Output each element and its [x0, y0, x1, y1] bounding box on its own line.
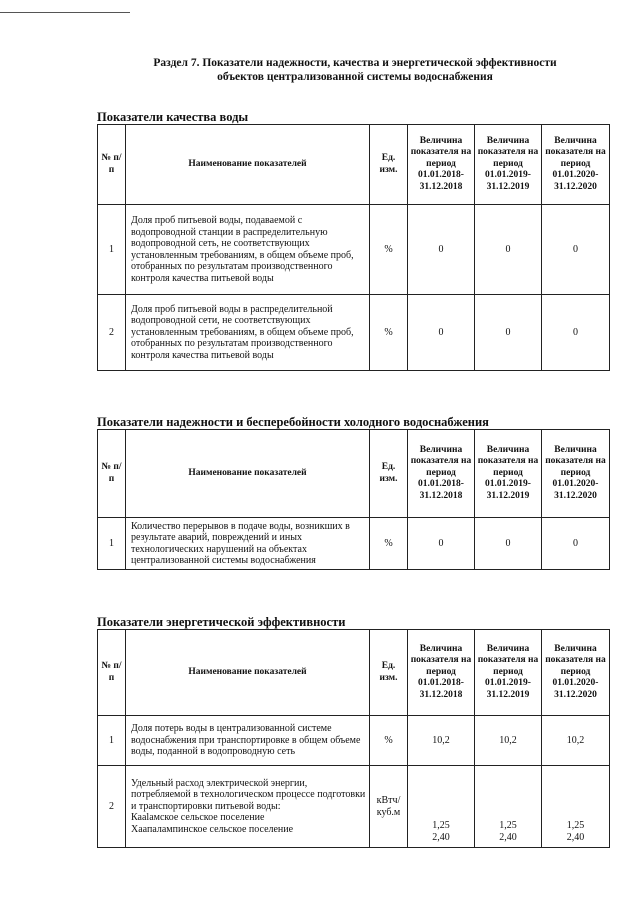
col-unit-header: Ед. изм.	[370, 125, 408, 205]
top-rule	[0, 12, 130, 13]
col-name-header: Наименование показателей	[126, 430, 370, 518]
col-period-2019-header: Величина показателя на период 01.01.2019-31.12.2019	[475, 125, 542, 205]
value-2019: 0	[475, 518, 542, 570]
energy-efficiency-title: Показатели энергетической эффективности	[97, 615, 346, 629]
value-2018: 0	[408, 205, 475, 295]
indicator-name-line: Удельный расход электрической энергии, потребляемой в технологическом процессе подготовки и транспортировки питьевой воды:	[131, 777, 366, 812]
value-2020: 10,2	[542, 716, 610, 766]
heading-line-2: объектов централизованной системы водоснабжения	[217, 71, 493, 83]
value-2019: 0	[475, 295, 542, 371]
indicator-name: Доля проб питьевой воды, подаваемой с водопроводной станции в распределительную водопроводной сеть, не соответствующих установленным требованиям, в общем объеме проб, отобранных по результатам производственного контроля качества питьевой воды	[126, 205, 370, 295]
table-row	[98, 716, 610, 766]
col-period-2018-header: Величина показателя на период 01.01.2018-31.12.2018	[408, 430, 475, 518]
col-period-2018-header: Величина показателя на период 01.01.2018-31.12.2018	[408, 125, 475, 205]
water-quality-title: Показатели качества воды	[97, 110, 249, 124]
value-2018: 0	[408, 518, 475, 570]
value-2018: 0	[408, 295, 475, 371]
value-line: 1,25	[499, 820, 517, 831]
unit: кВтч/ куб.м	[370, 766, 408, 848]
table-row	[98, 295, 610, 371]
indicator-name: Доля потерь воды в централизованной системе водоснабжения при транспортировке в общем объеме воды, поданной в водопроводную сеть	[126, 716, 370, 766]
unit: %	[370, 518, 408, 570]
col-period-2019-header: Величина показателя на период 01.01.2019-31.12.2019	[475, 430, 542, 518]
row-number: 1	[98, 518, 126, 570]
table-row	[98, 518, 610, 570]
heading-line-1: Раздел 7. Показатели надежности, качества и энергетической эффективности	[153, 57, 557, 69]
col-period-2018-header: Величина показателя на период 01.01.2018-31.12.2018	[408, 630, 475, 716]
indicator-name: Доля проб питьевой воды в распределительной водопроводной сети, не соответствующих установленным требованиям, в общем объеме проб, отобранных по результатам производственного контроля качества питьевой воды	[126, 295, 370, 371]
row-number: 1	[98, 205, 126, 295]
value-line: 2,40	[499, 831, 517, 843]
row-number: 2	[98, 766, 126, 848]
col-name-header: Наименование показателей	[126, 125, 370, 205]
value-2020: 0	[542, 205, 610, 295]
value-2020: 0	[542, 518, 610, 570]
col-num-header: № п/п	[98, 430, 126, 518]
table-row	[98, 205, 610, 295]
col-period-2019-header: Величина показателя на период 01.01.2019-31.12.2019	[475, 630, 542, 716]
value-2019	[475, 766, 542, 848]
unit: %	[370, 716, 408, 766]
reliability-title: Показатели надежности и бесперебойности холодного водоснабжения	[97, 415, 489, 429]
row-number: 2	[98, 295, 126, 371]
col-name-header: Наименование показателей	[126, 630, 370, 716]
energy-efficiency-table	[97, 629, 610, 848]
unit: %	[370, 205, 408, 295]
value-2018: 10,2	[408, 716, 475, 766]
indicator-name	[126, 766, 370, 848]
table-row	[98, 766, 610, 848]
unit: %	[370, 295, 408, 371]
col-num-header: № п/п	[98, 630, 126, 716]
reliability-table	[97, 429, 610, 570]
value-line: 1,25	[566, 820, 585, 831]
col-period-2020-header: Величина показателя на период 01.01.2020-31.12.2020	[542, 430, 610, 518]
indicator-name-line: Хаапалампинское сельское поселение	[131, 823, 294, 835]
value-2020	[542, 766, 610, 848]
value-2019: 10,2	[475, 716, 542, 766]
indicator-name: Количество перерывов в подаче воды, возникших в результате аварий, повреждений и иных технологических нарушений на объектах централизованной системы водоснабжения	[126, 518, 370, 570]
value-line: 2,40	[432, 831, 450, 843]
value-line: 1,25	[432, 820, 450, 831]
col-period-2020-header: Величина показателя на период 01.01.2020-31.12.2020	[542, 125, 610, 205]
indicator-name-line: Каalамское сельское поселение	[131, 812, 265, 824]
value-2018	[408, 766, 475, 848]
value-line: 2,40	[566, 831, 585, 843]
col-period-2020-header: Величина показателя на период 01.01.2020-31.12.2020	[542, 630, 610, 716]
section-heading	[95, 56, 615, 84]
col-unit-header: Ед. изм.	[370, 430, 408, 518]
water-quality-table	[97, 124, 610, 371]
value-2019: 0	[475, 205, 542, 295]
col-unit-header: Ед. изм.	[370, 630, 408, 716]
value-2020: 0	[542, 295, 610, 371]
row-number: 1	[98, 716, 126, 766]
col-num-header: № п/п	[98, 125, 126, 205]
